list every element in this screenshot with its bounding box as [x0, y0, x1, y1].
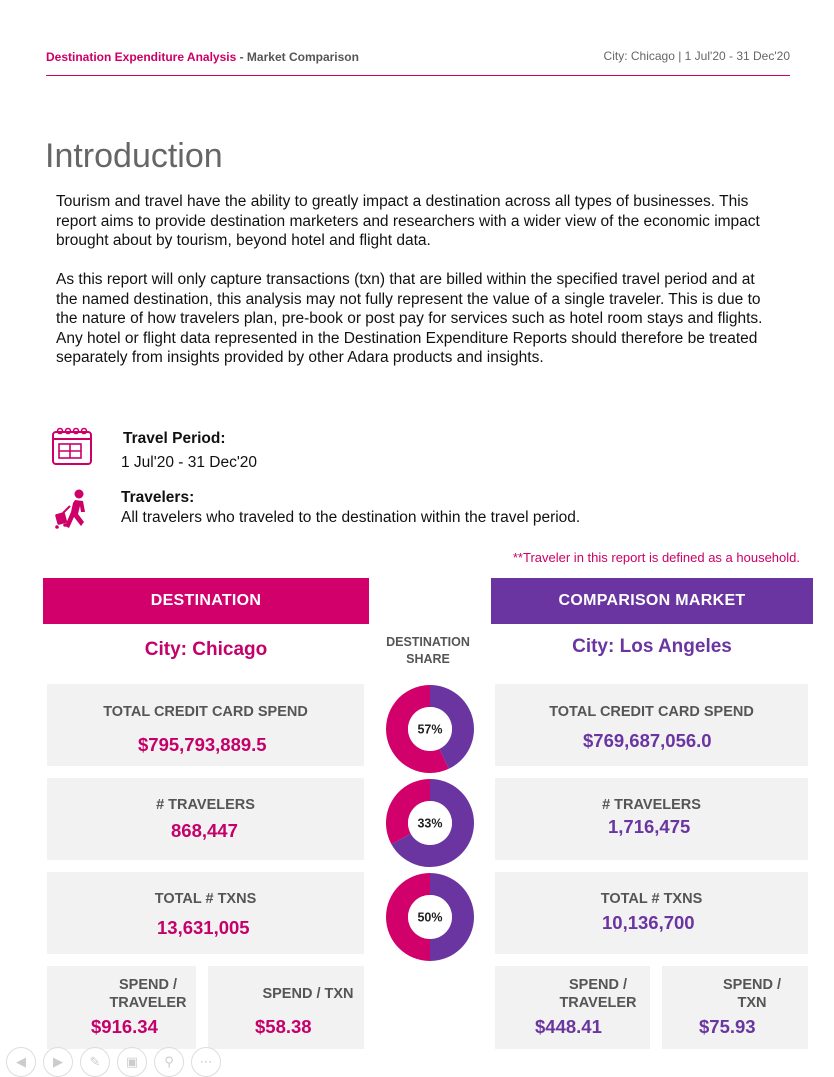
spend-share-donut — [385, 684, 475, 774]
txns-share-label: 50% — [417, 910, 443, 925]
previous-slide-button[interactable] — [6, 1047, 36, 1077]
report-context: City: Chicago | 1 Jul'20 - 31 Dec'20 — [603, 49, 790, 63]
comparison-spend-per-txn-label: SPEND / TXN — [722, 977, 781, 1011]
comparison-city: City: Los Angeles — [572, 636, 732, 657]
previous-icon: ◀ — [16, 1054, 26, 1069]
destination-travelers-value: 868,447 — [171, 820, 238, 841]
pen-icon: ✎ — [89, 1054, 101, 1069]
destination-txns-value: 13,631,005 — [157, 917, 250, 938]
travelers-share-donut — [385, 778, 475, 868]
comparison-spend-per-traveler-value: $448.41 — [535, 1016, 602, 1037]
comparison-txns-label: TOTAL # TXNS — [600, 891, 703, 907]
travel-period-value: 1 Jul'20 - 31 Dec'20 — [121, 454, 258, 471]
destination-share-title: DESTINATION SHARE — [386, 635, 470, 666]
comparison-spend-label: TOTAL CREDIT CARD SPEND — [549, 704, 754, 720]
destination-spend-per-traveler-card — [47, 966, 196, 1049]
report-title — [46, 50, 359, 64]
travelers-share-label: 33% — [417, 816, 443, 831]
zoom-button[interactable] — [154, 1047, 184, 1077]
comparison-spend-value: $769,687,056.0 — [583, 730, 712, 751]
comparison-travelers-value: 1,716,475 — [608, 816, 691, 837]
destination-travelers-label: # TRAVELERS — [156, 797, 255, 813]
destination-spend-per-txn-value: $58.38 — [255, 1016, 312, 1037]
destination-spend-per-traveler-label: SPEND / TRAVELER — [109, 977, 187, 1011]
intro-title: Introduction — [45, 137, 223, 175]
comparison-spend-card — [495, 684, 808, 766]
destination-header: DESTINATION — [43, 578, 369, 624]
more-options-button[interactable] — [191, 1047, 221, 1077]
comparison-spend-per-txn-value: $75.93 — [699, 1016, 756, 1037]
calendar-icon — [51, 426, 95, 468]
comparison-txns-value: 10,136,700 — [602, 912, 695, 933]
slides-icon: ▣ — [125, 1054, 139, 1069]
comparison-spend-per-traveler-label: SPEND / TRAVELER — [559, 977, 637, 1011]
pen-button[interactable] — [80, 1047, 110, 1077]
destination-txns-card — [47, 872, 364, 954]
report-title-main: Destination Expenditure Analysis — [46, 50, 237, 64]
header-divider — [46, 75, 790, 76]
comparison-spend-per-txn-card — [662, 966, 808, 1049]
comparison-txns-card — [495, 872, 808, 954]
comparison-travelers-card — [495, 778, 808, 860]
slides-button[interactable] — [117, 1047, 147, 1077]
spend-share-label: 57% — [417, 722, 443, 737]
destination-spend-label: TOTAL CREDIT CARD SPEND — [103, 704, 308, 720]
next-icon: ▶ — [53, 1054, 63, 1069]
traveler-luggage-icon — [53, 488, 93, 532]
destination-spend-value: $795,793,889.5 — [138, 734, 267, 755]
report-subtitle: - Market Comparison — [236, 50, 359, 64]
txns-share-donut — [385, 872, 475, 962]
travelers-label: Travelers: — [121, 489, 195, 506]
destination-spend-per-txn-label: SPEND / TXN — [262, 986, 354, 1002]
travelers-value: All travelers who traveled to the destination within the travel period. — [121, 509, 581, 526]
traveler-footnote: **Traveler in this report is defined as a household. — [512, 550, 800, 565]
comparison-spend-per-traveler-card — [495, 966, 650, 1049]
zoom-icon: ⚲ — [164, 1054, 174, 1069]
destination-txns-label: TOTAL # TXNS — [154, 891, 257, 907]
intro-paragraph-1: Tourism and travel have the ability to greatly impact a destination across all types of businesses. This report aims to provide destination marketers and researchers with a wider view of the economic impact brought about by tourism, beyond hotel and flight data. — [56, 193, 760, 250]
destination-travelers-card — [47, 778, 364, 860]
destination-spend-per-traveler-value: $916.34 — [91, 1016, 158, 1037]
comparison-travelers-label: # TRAVELERS — [602, 797, 701, 813]
more-icon: ⋯ — [199, 1054, 213, 1069]
destination-city: City: Chicago — [144, 639, 268, 660]
intro-paragraph-2: As this report will only capture transactions (txn) that are billed within the specified travel period and at the named destination, this analysis may not fully represent the value of a single traveler. This is due to the nature of how travelers plan, pre-book or post pay for services such as hotel room stays and flights. Any hotel or flight data represented in the Destination Expenditure Reports should therefore be treated separately from insights provided by other Adara products and insights. — [56, 271, 763, 367]
travel-period-label: Travel Period: — [123, 430, 226, 447]
next-slide-button[interactable] — [43, 1047, 73, 1077]
destination-spend-card — [47, 684, 364, 766]
slide-navigation — [6, 1047, 221, 1077]
comparison-header: COMPARISON MARKET — [491, 578, 813, 624]
destination-spend-per-txn-card — [208, 966, 364, 1049]
